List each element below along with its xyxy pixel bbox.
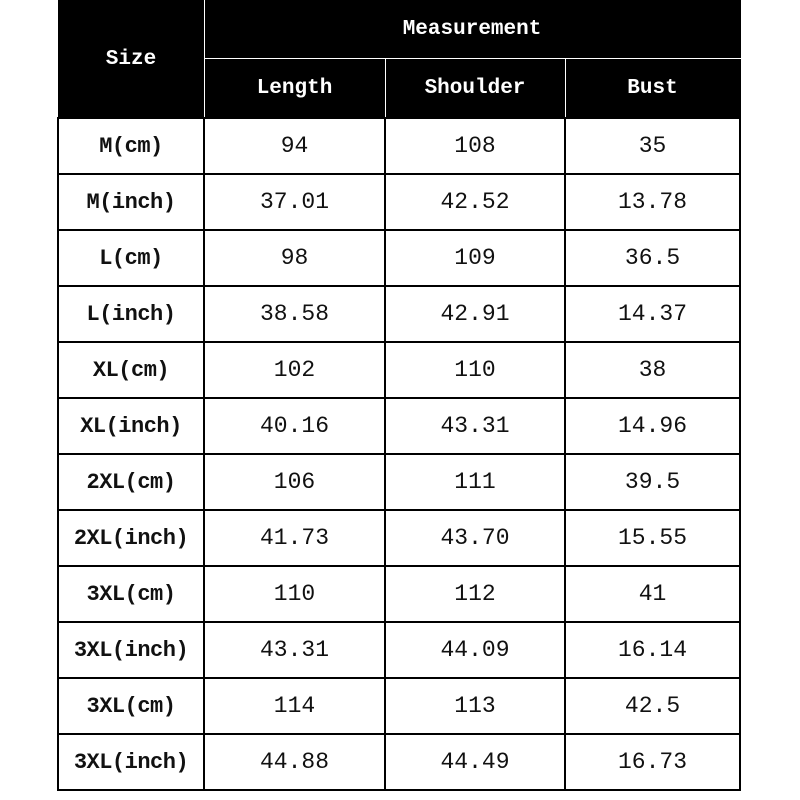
table-row [58, 174, 740, 230]
table-row [58, 286, 740, 342]
bust-column-header: Bust [565, 59, 740, 118]
size-cell: L(inch) [58, 286, 204, 342]
shoulder-cell: 109 [385, 230, 565, 286]
table-body [58, 118, 740, 790]
size-cell: L(cm) [58, 230, 204, 286]
table-row [58, 566, 740, 622]
table-row [58, 230, 740, 286]
size-cell: 3XL(cm) [58, 678, 204, 734]
table-row [58, 734, 740, 790]
shoulder-cell: 42.91 [385, 286, 565, 342]
length-cell: 110 [204, 566, 385, 622]
size-cell: M(inch) [58, 174, 204, 230]
bust-cell: 15.55 [565, 510, 740, 566]
bust-cell: 14.96 [565, 398, 740, 454]
shoulder-cell: 44.09 [385, 622, 565, 678]
size-column-header: Size [58, 1, 204, 119]
shoulder-cell: 108 [385, 118, 565, 174]
bust-cell: 35 [565, 118, 740, 174]
size-chart-table [57, 0, 741, 791]
size-cell: 3XL(cm) [58, 566, 204, 622]
table-row [58, 454, 740, 510]
table-row [58, 622, 740, 678]
length-cell: 44.88 [204, 734, 385, 790]
shoulder-cell: 111 [385, 454, 565, 510]
size-cell: 2XL(inch) [58, 510, 204, 566]
length-cell: 114 [204, 678, 385, 734]
shoulder-cell: 43.31 [385, 398, 565, 454]
size-chart [57, 0, 739, 800]
length-cell: 102 [204, 342, 385, 398]
bust-cell: 39.5 [565, 454, 740, 510]
table-row [58, 398, 740, 454]
length-cell: 38.58 [204, 286, 385, 342]
size-cell: XL(cm) [58, 342, 204, 398]
bust-cell: 14.37 [565, 286, 740, 342]
length-cell: 40.16 [204, 398, 385, 454]
size-cell: M(cm) [58, 118, 204, 174]
shoulder-cell: 44.49 [385, 734, 565, 790]
bust-cell: 16.14 [565, 622, 740, 678]
bust-cell: 41 [565, 566, 740, 622]
size-cell: 3XL(inch) [58, 622, 204, 678]
size-cell: 3XL(inch) [58, 734, 204, 790]
length-cell: 41.73 [204, 510, 385, 566]
size-cell: XL(inch) [58, 398, 204, 454]
length-cell: 106 [204, 454, 385, 510]
table-header [58, 1, 740, 119]
measurement-header: Measurement [204, 1, 740, 59]
bust-cell: 42.5 [565, 678, 740, 734]
length-cell: 94 [204, 118, 385, 174]
bust-cell: 36.5 [565, 230, 740, 286]
table-row [58, 678, 740, 734]
table-row [58, 118, 740, 174]
shoulder-cell: 43.70 [385, 510, 565, 566]
table-row [58, 342, 740, 398]
shoulder-cell: 42.52 [385, 174, 565, 230]
bust-cell: 16.73 [565, 734, 740, 790]
table-row [58, 510, 740, 566]
length-cell: 98 [204, 230, 385, 286]
size-cell: 2XL(cm) [58, 454, 204, 510]
bust-cell: 38 [565, 342, 740, 398]
length-column-header: Length [204, 59, 385, 118]
length-cell: 37.01 [204, 174, 385, 230]
length-cell: 43.31 [204, 622, 385, 678]
shoulder-column-header: Shoulder [385, 59, 565, 118]
shoulder-cell: 110 [385, 342, 565, 398]
shoulder-cell: 113 [385, 678, 565, 734]
bust-cell: 13.78 [565, 174, 740, 230]
shoulder-cell: 112 [385, 566, 565, 622]
